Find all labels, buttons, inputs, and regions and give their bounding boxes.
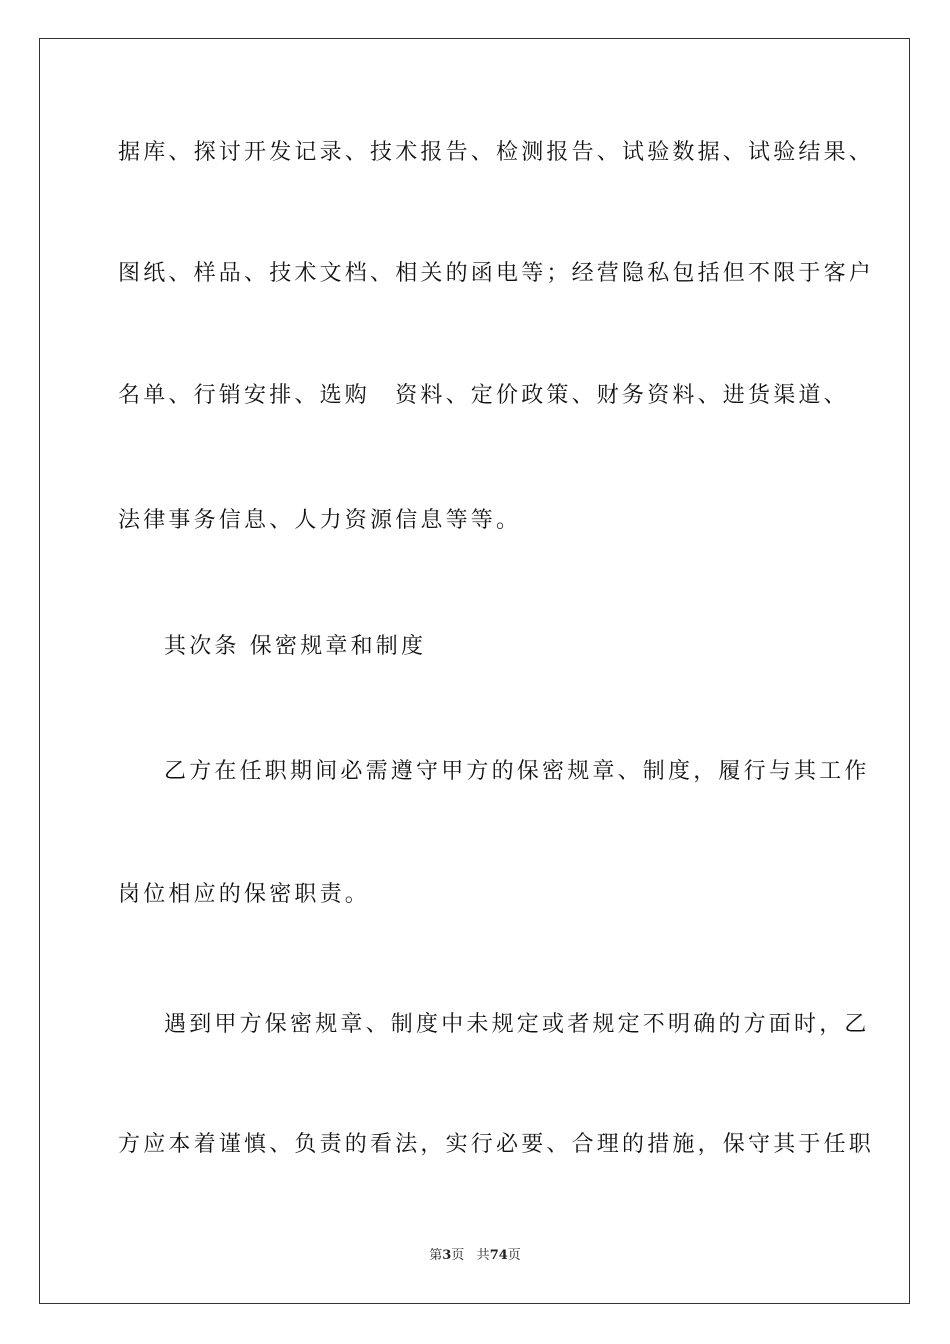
page-frame: [39, 38, 910, 1304]
body-line-1: 据库、探讨开发记录、技术报告、检测报告、试验数据、试验结果、: [118, 140, 875, 165]
total-prefix: 共: [476, 1248, 490, 1263]
body-line-6: 乙方在任职期间必需遵守甲方的保密规章、制度，履行与其工作: [164, 759, 870, 784]
page-prefix: 第: [429, 1248, 443, 1263]
total-suffix: 页: [507, 1248, 521, 1263]
body-line-8: 遇到甲方保密规章、制度中未规定或者规定不明确的方面时，乙: [164, 1012, 870, 1037]
body-line-9: 方应本着谨慎、负责的看法，实行必要、合理的措施，保守其于任职: [118, 1132, 875, 1157]
body-line-3: 名单、行销安排、选购 资料、定价政策、财务资料、进货渠道、: [118, 383, 849, 408]
body-line-4: 法律事务信息、人力资源信息等等。: [118, 508, 522, 533]
page-footer: [0, 1247, 950, 1265]
page-suffix: 页: [451, 1248, 465, 1263]
body-line-7: 岗位相应的保密职责。: [118, 882, 371, 907]
body-line-2: 图纸、样品、技术文档、相关的函电等；经营隐私包括但不限于客户: [118, 261, 875, 286]
page-number: 3: [442, 1248, 452, 1263]
total-pages: 74: [489, 1248, 508, 1263]
section-heading: 其次条 保密规章和制度: [164, 634, 427, 659]
